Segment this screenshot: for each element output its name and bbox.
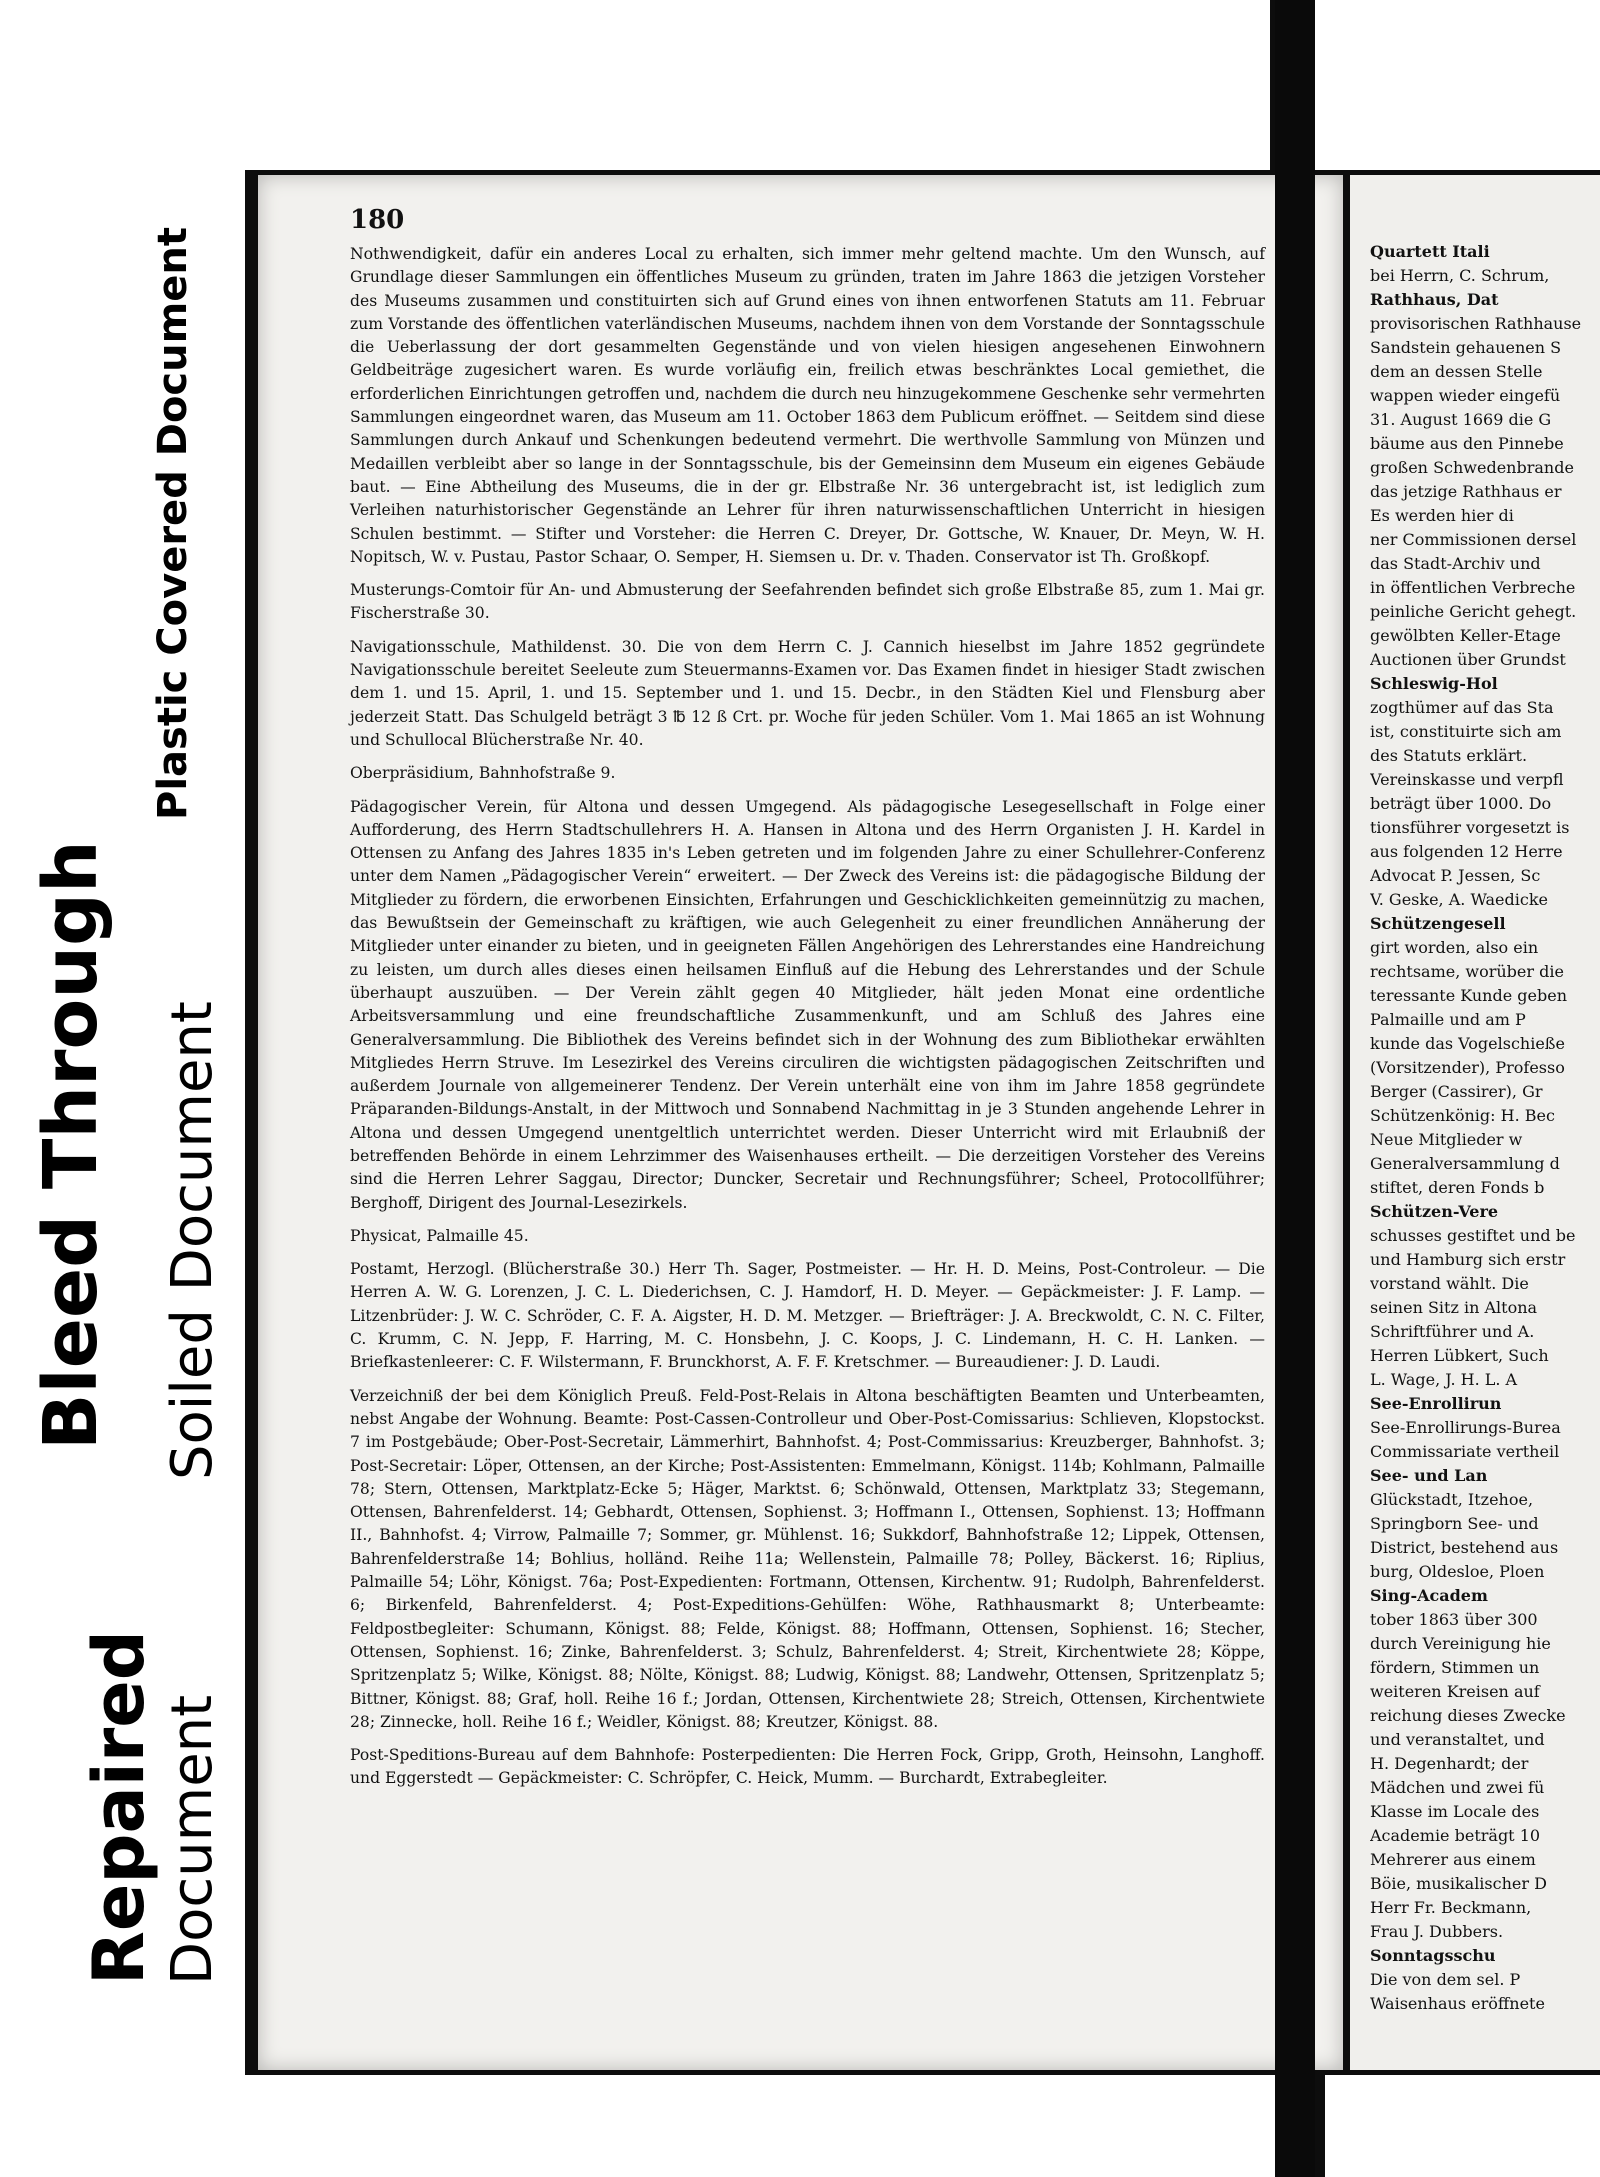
right-column-line: Schützen-Vere — [1370, 1202, 1499, 1221]
right-page-text — [1370, 240, 1600, 2016]
right-column-line: girt worden, also ein — [1370, 938, 1539, 957]
paragraph-musterung: Musterungs-Comtoir für An- und Abmusterung der Seefahrenden befindet sich große Elbstraße 85, zum 1. Mai gr. Fischerstraße 30. — [350, 581, 1265, 623]
right-column-line: großen Schwedenbrande — [1370, 458, 1574, 477]
right-column-line: Mehrerer aus einem — [1370, 1850, 1536, 1869]
right-column-line: Schützenkönig: H. Bec — [1370, 1106, 1555, 1125]
right-column-line: beträgt über 1000. Do — [1370, 794, 1552, 813]
paragraph-museum: Nothwendigkeit, dafür ein anderes Local zu erhalten, sich immer mehr geltend machte. Um den Wunsch, auf Grundlage dieser Sammlungen ein öffentliches Museum zu gründen, traten im Jahre 1863 die jetzigen Vorsteher des Museums zusammen und constituirten sich auf Grund eines von ihnen entworfenen Statuts am 11. Februar zum Vorstande des öffentlichen vaterländischen Museums, nachdem ihnen von dem Vorstande der Sonntagsschule die Ueberlassung der dort gesammelten Gegenstände und von vielen hiesigen angesehenen Einwohnern Geldbeiträge zugesichert waren. Es wurde vorläufig ein, freilich etwas beschränktes Local gemiethet, die erforderlichen Einrichtungen getroffen und, nachdem die durch neu hinzugekommene Geschenke sehr vermehrten Sammlungen eingeordnet waren, das Museum am 11. October 1863 dem Publicum eröffnet. — Seitdem sind diese Sammlungen durch Ankauf und Schenkungen bedeutend vermehrt. Die werthvolle Sammlung von Münzen und Medaillen verbleibt aber so lange in der Sonntagsschule, bis der Gemeinsinn dem Museum ein eigenes Gebäude baut. — Eine Abtheilung des Museums, die in der gr. Elbstraße Nr. 36 untergebracht ist, ist lediglich zum Verleihen naturhistorischer Gegenstände an Lehrer für ihren naturwissenschaftlichen Unterricht in hiesigen Schulen bestimmt. — Stifter und Vorsteher: die Herren C. Dreyer, Dr. Gottsche, W. Knauer, Dr. Meyn, W. H. Nopitsch, W. v. Pustau, Pastor Schaar, O. Semper, H. Siemsen u. Dr. v. Thaden. Conservator ist Th. Großkopf. — [350, 245, 1265, 566]
right-column-line: das jetzige Rathhaus er — [1370, 482, 1562, 501]
right-column-line: zogthümer auf das Sta — [1370, 698, 1554, 717]
paragraph-physicat: Physicat, Palmaille 45. — [350, 1226, 529, 1245]
right-column-line: tionsführer vorgesetzt is — [1370, 818, 1570, 837]
right-column-line: provisorischen Rathhause — [1370, 314, 1582, 333]
right-column-line: See- und Lan — [1370, 1466, 1488, 1485]
right-column-line: stiftet, deren Fonds b — [1370, 1178, 1545, 1197]
label-repaired-document: Document — [160, 1694, 225, 1985]
right-column-line: Vereinskasse und verpfl — [1370, 770, 1564, 789]
page-text — [350, 243, 1265, 1791]
right-column-line: des Statuts erklärt. — [1370, 746, 1528, 765]
scan-bottom-margin-right — [1325, 2075, 1600, 2177]
paragraph-oberpraesidium: Oberpräsidium, Bahnhofstraße 9. — [350, 764, 616, 783]
right-column-line: weiteren Kreisen auf — [1370, 1682, 1540, 1701]
right-column-line: in öffentlichen Verbreche — [1370, 578, 1576, 597]
label-bleed-through: Bleed Through — [28, 840, 114, 1450]
right-column-line: 31. August 1669 die G — [1370, 410, 1552, 429]
right-column-line: ist, constituirte sich am — [1370, 722, 1562, 741]
right-column-line: L. Wage, J. H. L. A — [1370, 1370, 1518, 1389]
right-column-line: Klasse im Locale des — [1370, 1802, 1540, 1821]
right-column-line: Schriftführer und A. — [1370, 1322, 1535, 1341]
paragraph-navigation: Navigationsschule, Mathildenst. 30. Die von dem Herrn C. J. Cannich hieselbst im Jahre 1852 gegründete Navigationsschule bereitet Seeleute zum Steuermanns-Examen vor. Das Examen findet in hiesiger Stadt zwischen dem 1. und 15. April, 1. und 15. September und 1. und 15. Decbr., in den Städten Kiel und Flensburg aber jederzeit Statt. Das Schulgeld beträgt 3 ℔ 12 ß Crt. pr. Woche für jeden Schüler. Vom 1. Mai 1865 an ist Wohnung und Schullocal Blücherstraße Nr. 40. — [350, 637, 1265, 749]
right-column-line: vorstand wählt. Die — [1370, 1274, 1529, 1293]
right-column-line: Academie beträgt 10 — [1370, 1826, 1541, 1845]
scan-top-margin-right — [1295, 0, 1600, 170]
right-column-line: Frau J. Dubbers. — [1370, 1922, 1504, 1941]
right-column-line: reichung dieses Zwecke — [1370, 1706, 1566, 1725]
right-column-line: Böie, musikalischer D — [1370, 1874, 1547, 1893]
right-column-line: See-Enrollirungs-Burea — [1370, 1418, 1561, 1437]
page-number: 180 — [350, 205, 405, 235]
right-column-line: Neue Mitglieder w — [1370, 1130, 1523, 1149]
right-column-line: kunde das Vogelschieße — [1370, 1034, 1565, 1053]
paragraph-postamt: Postamt, Herzogl. (Blücherstraße 30.) Herr Th. Sager, Postmeister. — Hr. H. D. Meins, Post-Controleur. — Die Herren A. W. G. Lorenzen, J. C. L. Diederichsen, C. J. Hamdorf, H. D. Meyer. — Gepäckmeister: J. F. Lamp. — Litzenbrüder: J. W. C. Schröder, C. F. A. Aigster, H. D. M. Metzger. — Briefträger: J. A. Breckwoldt, C. N. C. Filter, C. Krumm, C. N. Jepp, F. Harring, M. C. Honsbehn, J. C. Koops, J. C. Lindemann, H. C. H. Lanken. — Briefkastenleerer: C. F. Wilstermann, F. Brunckhorst, A. F. F. Kretschmer. — Bureaudiener: J. D. Laudi. — [350, 1260, 1265, 1372]
right-column-line: Quartett Itali — [1370, 242, 1490, 261]
right-column-line: burg, Oldesloe, Ploen — [1370, 1562, 1545, 1581]
right-column-line: Sonntagsschu — [1370, 1946, 1496, 1965]
right-column-line: Generalversammlung d — [1370, 1154, 1560, 1173]
right-column-line: durch Vereinigung hie — [1370, 1634, 1551, 1653]
right-column-line: V. Geske, A. Waedicke — [1370, 890, 1548, 909]
right-column-line: Auctionen über Grundst — [1370, 650, 1566, 669]
right-column-line: Schützengesell — [1370, 914, 1506, 933]
right-column-line: bäume aus den Pinnebe — [1370, 434, 1564, 453]
right-column-line: schusses gestiftet und be — [1370, 1226, 1576, 1245]
right-column-line: wappen wieder eingefü — [1370, 386, 1561, 405]
scan-top-margin — [245, 0, 1270, 170]
right-column-line: Palmaille und am P — [1370, 1010, 1526, 1029]
paragraph-post-speditions-bureau: Post-Speditions-Bureau auf dem Bahnhofe: Posterpedienten: Die Herren Fock, Gripp, Groth, Heinsohn, Langhoff. und Eggerstedt — Gepäckmeister: C. Schröpfer, C. Heick, Mumm. — Burchardt, Extrabegleiter. — [350, 1746, 1265, 1788]
right-column-line: Schleswig-Hol — [1370, 674, 1498, 693]
right-column-line: Herr Fr. Beckmann, — [1370, 1898, 1532, 1917]
right-column-line: dem an dessen Stelle — [1370, 362, 1543, 381]
right-column-line: Sing-Academ — [1370, 1586, 1488, 1605]
paragraph-paedagogischer-verein: Pädagogischer Verein, für Altona und dessen Umgegend. Als pädagogische Lesegesellschaft in Folge einer Aufforderung, des Herrn Stadtschullehrers H. A. Hansen in Altona und des Herrn Organisten J. H. Kardel in Ottensen zu Anfang des Jahres 1835 in's Leben getreten und im folgenden Jahre zu einer Schullehrer-Conferenz unter dem Namen „Pädagogischer Verein“ erweitert. — Der Zweck des Vereins ist: die pädagogische Bildung der Mitglieder zu fördern, die erworbenen Einsichten, Erfahrungen und Geschicklichkeiten gemeinnützig zu machen, das Bewußtsein der Gemeinschaft zu kräftigen, wie auch Gelegenheit zu einer freundlichen Annäherung der Mitglieder unter einander zu bieten, und in geeigneten Fällen Angehörigen des Lehrerstandes eine Handreichung zu leisten, um durch alles dieses einen heilsamen Einfluß auf die Hebung des Lehrerstandes und der Schule überhaupt auszuüben. — Der Verein zählt gegen 40 Mitglieder, hält jeden Monat eine ordentliche Arbeitsversammlung und eine freundschaftliche Zusammenkunft, und am Schluß des Jahres eine Generalversammlung. Die Bibliothek des Vereins befindet sich in der Wohnung des zum Bibliothekar erwählten Mitgliedes Herrn Struve. Im Lesezirkel des Vereins circuliren die wichtigsten pädagogischen Zeitschriften und außerdem Journale von allgemeinerer Tendenz. Der Verein unterhält eine von ihm im Jahre 1858 gegründete Präparanden-Bildungs-Anstalt, in der Mittwoch und Sonnabend Nachmittag in je 3 Stunden angehende Lehrer in Altona und dessen Umgegend unentgeltlich unterrichtet werden. Dieser Unterricht wird mit Erlaubniß der betreffenden Behörde in einem Lehrzimmer des Waisenhauses ertheilt. — Die derzeitigen Vorsteher des Vereins sind die Herren Lehrer Saggau, Director; Duncker, Secretair und Rechnungsführer; Scheel, Protocollführer; Berghoff, Dirigent des Journal-Lesezirkels. — [350, 797, 1265, 1212]
right-column-line: tober 1863 über 300 — [1370, 1610, 1538, 1629]
right-column-line: Springborn See- und — [1370, 1514, 1539, 1533]
right-column-line: und Hamburg sich erstr — [1370, 1250, 1566, 1269]
right-column-line: See-Enrollirun — [1370, 1394, 1502, 1413]
right-column-line: Berger (Cassirer), Gr — [1370, 1082, 1543, 1101]
right-column-line: bei Herrn, C. Schrum, — [1370, 266, 1550, 285]
right-column-line: seinen Sitz in Altona — [1370, 1298, 1538, 1317]
right-column-line: Advocat P. Jessen, Sc — [1370, 866, 1541, 885]
right-column-line: District, bestehend aus — [1370, 1538, 1559, 1557]
right-column-line: Commissariate vertheil — [1370, 1442, 1560, 1461]
right-column-line: Die von dem sel. P — [1370, 1970, 1521, 1989]
right-column-line: Mädchen und zwei fü — [1370, 1778, 1545, 1797]
right-column-line: das Stadt-Archiv und — [1370, 554, 1541, 573]
right-column-line: Es werden hier di — [1370, 506, 1514, 525]
right-column-line: Waisenhaus eröffnete — [1370, 1994, 1545, 2013]
label-plastic-covered: Plastic Covered Document — [150, 226, 196, 820]
paragraph-verzeichniss: Verzeichniß der bei dem Königlich Preuß. Feld-Post-Relais in Altona beschäftigten Beamten und Unterbeamten, nebst Angabe der Wohnung. Beamte: Post-Cassen-Controlleur und Ober-Post-Comissarius: Schlieven, Klopstockst. 7 im Postgebäude; Ober-Post-Secretair, Lämmerhirt, Bahnhofst. 4; Post-Commissarius: Kreuzberger, Bahnhofst. 3; Post-Secretair: Löper, Ottensen, an der Kirche; Post-Assistenten: Emmelmann, Königst. 114b; Kohlmann, Palmaille 78; Stern, Ottensen, Marktplatz-Ecke 5; Häger, Marktst. 6; Schönwald, Ottensen, Marktplatz 33; Stegemann, Ottensen, Bahrenfelderst. 14; Gebhardt, Ottensen, Sophienst. 3; Hoffmann I., Ottensen, Sophienst. 13; Hoffmann II., Bahnhofst. 4; Virrow, Palmaille 7; Sommer, gr. Mühlenst. 16; Sukkdorf, Bahnhofstraße 12; Lippek, Ottensen, Bahrenfelderstraße 14; Bohlius, holländ. Reihe 11a; Wellenstein, Palmaille 78; Polley, Bäckerst. 16; Riplius, Palmaille 54; Löhr, Königst. 76a; Post-Expedienten: Fortmann, Ottensen, Kirchentw. 91; Rudolph, Bahrenfelderst. 6; Birkenfeld, Bahrenfelderst. 4; Post-Expeditions-Gehülfen: Wöhe, Rathhausmarkt 8; Unterbeamte: Feldpostbegleiter: Schumann, Königst. 88; Felde, Königst. 88; Hoffmann, Ottensen, Sophienst. 16; Stecher, Ottensen, Sophienst. 16; Zinke, Bahrenfelderst. 3; Schulz, Bahrenfelderst. 4; Streit, Kirchentwiete 28; Köppe, Spritzenplatz 5; Wilke, Königst. 88; Nölte, Königst. 88; Ludwig, Königst. 88; Landwehr, Ottensen, Spritzenplatz 5; Bittner, Königst. 88; Graf, holl. Reihe 16 f.; Jordan, Ottensen, Kirchentwiete 28; Streich, Ottensen, Kirchentwiete 28; Zinnecke, holl. Reihe 16 f.; Weidler, Königst. 88; Kreutzer, Königst. 88. — [350, 1386, 1265, 1731]
right-column-line: rechtsame, worüber die — [1370, 962, 1564, 981]
right-column-line: peinliche Gericht gehegt. — [1370, 602, 1577, 621]
right-column-line: Sandstein gehauenen S — [1370, 338, 1562, 357]
right-column-line: fördern, Stimmen un — [1370, 1658, 1540, 1677]
right-column-line: und veranstaltet, und — [1370, 1730, 1545, 1749]
right-column-line: Herren Lübkert, Such — [1370, 1346, 1549, 1365]
label-soiled-document: Soiled Document — [160, 1001, 225, 1480]
right-column-line: Glückstadt, Itzehoe, — [1370, 1490, 1534, 1509]
right-column-line: gewölbten Keller-Etage — [1370, 626, 1561, 645]
right-column-line: (Vorsitzender), Professo — [1370, 1058, 1565, 1077]
right-column-line: H. Degenhardt; der — [1370, 1754, 1529, 1773]
page-gutter — [1275, 0, 1315, 2177]
right-column-line: teressante Kunde geben — [1370, 986, 1567, 1005]
right-column-line: aus folgenden 12 Herre — [1370, 842, 1563, 861]
right-column-line: ner Commissionen dersel — [1370, 530, 1577, 549]
right-column-line: Rathhaus, Dat — [1370, 290, 1499, 309]
label-repaired: Repaired — [78, 1630, 160, 1985]
scan-bottom-margin — [245, 2075, 1285, 2177]
